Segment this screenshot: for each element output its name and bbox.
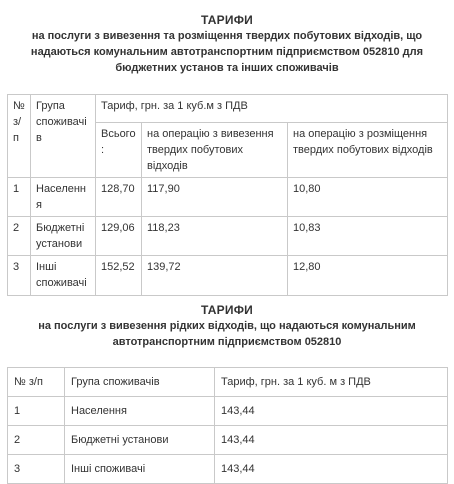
solid-waste-title: ТАРИФИ bbox=[201, 13, 253, 27]
row-tariff: 143,44 bbox=[215, 455, 448, 484]
row-placement: 10,80 bbox=[288, 178, 448, 217]
row-num: 2 bbox=[8, 426, 65, 455]
row-removal: 117,90 bbox=[142, 178, 288, 217]
row-tariff: 143,44 bbox=[215, 426, 448, 455]
row-total: 129,06 bbox=[96, 217, 142, 256]
table-row bbox=[8, 256, 448, 296]
liquid-waste-subtitle: на послуги з вивезення рідких відходів, що надаються комунальним автотранспортним підприємством 052810 bbox=[38, 320, 416, 348]
row-group: Бюджетні установи bbox=[31, 217, 96, 256]
row-total: 128,70 bbox=[96, 178, 142, 217]
liquid-waste-title: ТАРИФИ bbox=[201, 303, 253, 317]
row-removal: 139,72 bbox=[142, 256, 288, 296]
table-row bbox=[8, 217, 448, 256]
row-group: Інші споживачі bbox=[31, 256, 96, 296]
header-placement: на операцію з розміщення твердих побутових відходів bbox=[288, 123, 448, 178]
row-group: Інші споживачі bbox=[65, 455, 215, 484]
row-num: 2 bbox=[8, 217, 31, 256]
table-row bbox=[8, 397, 448, 426]
row-tariff: 143,44 bbox=[215, 397, 448, 426]
table-row bbox=[8, 178, 448, 217]
row-group: Населення bbox=[65, 397, 215, 426]
row-num: 3 bbox=[8, 256, 31, 296]
solid-waste-tariff-table bbox=[7, 94, 448, 296]
header-group: Група споживачів bbox=[65, 368, 215, 397]
row-placement: 10,83 bbox=[288, 217, 448, 256]
row-removal: 118,23 bbox=[142, 217, 288, 256]
solid-waste-heading bbox=[0, 12, 454, 76]
header-num: № з/п bbox=[8, 95, 31, 178]
header-total: Всього: bbox=[96, 123, 142, 178]
header-removal: на операцію з вивезення твердих побутових відходів bbox=[142, 123, 288, 178]
table-row bbox=[8, 426, 448, 455]
row-placement: 12,80 bbox=[288, 256, 448, 296]
row-num: 1 bbox=[8, 178, 31, 217]
row-num: 3 bbox=[8, 455, 65, 484]
table-header-row bbox=[8, 368, 448, 397]
liquid-waste-heading bbox=[0, 302, 454, 350]
table-header-row bbox=[8, 95, 448, 123]
row-group: Бюджетні установи bbox=[65, 426, 215, 455]
header-tariff: Тариф, грн. за 1 куб. м з ПДВ bbox=[215, 368, 448, 397]
liquid-waste-tariff-table bbox=[7, 367, 448, 484]
table-row bbox=[8, 455, 448, 484]
row-total: 152,52 bbox=[96, 256, 142, 296]
header-group: Група споживачів bbox=[31, 95, 96, 178]
row-num: 1 bbox=[8, 397, 65, 426]
row-group: Населення bbox=[31, 178, 96, 217]
header-tariff: Тариф, грн. за 1 куб.м з ПДВ bbox=[96, 95, 448, 123]
header-num: № з/п bbox=[8, 368, 65, 397]
solid-waste-subtitle: на послуги з вивезення та розміщення твердих побутових відходів, що надаються комунальним автотранспортним підприємством 052810 для бюджетних установ та інших споживачів bbox=[30, 30, 424, 74]
